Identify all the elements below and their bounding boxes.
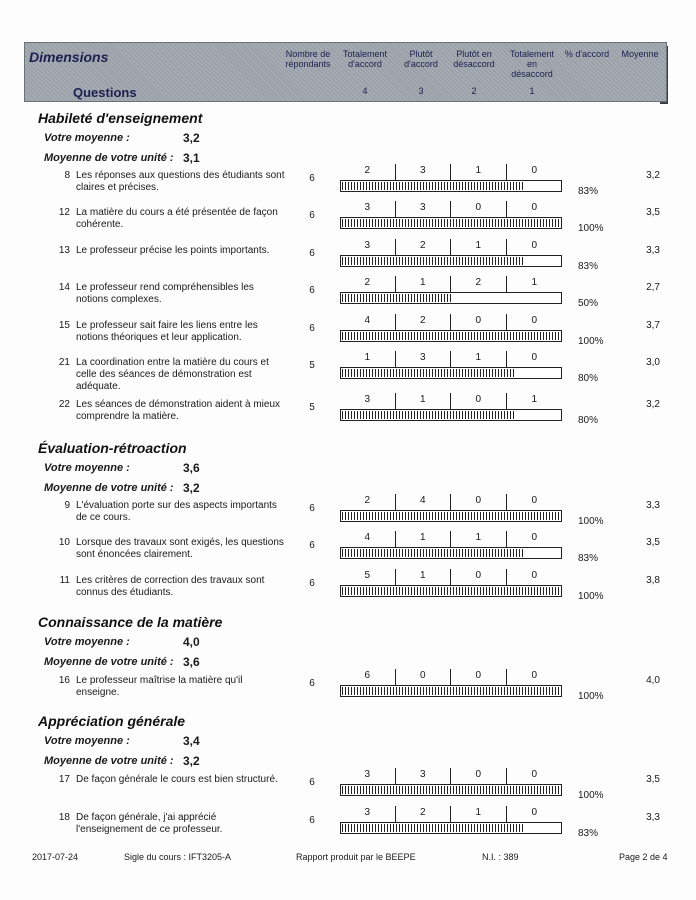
question-mean: 3,7 xyxy=(646,320,660,331)
agreement-bar xyxy=(340,822,562,834)
agreement-percent: 83% xyxy=(578,828,599,839)
response-count-cell: 2 xyxy=(396,314,452,330)
question-text: Le professeur maîtrise la matière qu'il enseigne. xyxy=(76,675,243,698)
question-number: 14 xyxy=(58,282,70,293)
response-count-cell: 1 xyxy=(531,394,538,405)
response-counts xyxy=(340,768,562,784)
agreement-bar xyxy=(340,330,562,342)
response-count-cell: 0 xyxy=(451,201,507,217)
moyenne-unite-value: 3,6 xyxy=(183,655,200,669)
agreement-percent: 100% xyxy=(578,790,604,801)
response-count-cell: 1 xyxy=(396,276,452,292)
response-count-cell: 0 xyxy=(531,495,538,506)
response-count-cell: 1 xyxy=(396,531,452,547)
question-text: L'évaluation porte sur des aspects importants de ce cours. xyxy=(76,500,277,523)
question-text: Le professeur sait faire les liens entre les notions théoriques et leur application. xyxy=(76,320,258,343)
agreement-percent: 50% xyxy=(578,298,599,309)
response-distribution xyxy=(340,669,562,701)
respondent-count: 6 xyxy=(309,173,315,184)
header-val-1: 1 xyxy=(529,86,535,96)
agreement-bar xyxy=(340,217,562,229)
moyenne-unite-label: Moyenne de votre unité : xyxy=(44,152,174,164)
response-count-cell: 0 xyxy=(396,669,452,685)
response-count-cell: 3 xyxy=(396,201,452,217)
response-distribution xyxy=(340,806,562,838)
respondent-count: 6 xyxy=(309,248,315,259)
response-count-cell: 0 xyxy=(531,315,538,326)
question-mean: 3,8 xyxy=(646,575,660,586)
footer-page: Page 2 de 4 xyxy=(619,852,668,862)
response-count-cell: 0 xyxy=(451,768,507,784)
header-val-4: 4 xyxy=(362,86,368,96)
response-count-cell: 4 xyxy=(340,314,396,330)
response-count-cell: 1 xyxy=(451,531,507,547)
response-count-cell: 0 xyxy=(531,240,538,251)
response-count-cell: 3 xyxy=(340,201,396,217)
votre-moyenne-label: Votre moyenne : xyxy=(44,462,130,474)
question-number: 16 xyxy=(58,675,70,686)
question-mean: 3,5 xyxy=(646,537,660,548)
agreement-bar-fill xyxy=(342,549,523,557)
moyenne-unite-value: 3,1 xyxy=(183,151,200,165)
section-title: Habileté d'enseignement xyxy=(38,110,203,126)
response-counts xyxy=(340,201,562,217)
question-number: 22 xyxy=(58,399,70,410)
response-count-cell: 2 xyxy=(396,806,452,822)
footer-sigle: Sigle du cours : IFT3205-A xyxy=(124,852,232,862)
question-number: 9 xyxy=(64,500,70,511)
response-distribution xyxy=(340,351,562,383)
header-col-totalement-accord: Totalement d'accord xyxy=(342,49,388,69)
respondent-count: 6 xyxy=(309,815,315,826)
question-text: Le professeur rend compréhensibles les notions complexes. xyxy=(76,282,254,305)
question-number: 21 xyxy=(58,357,70,368)
response-distribution xyxy=(340,393,562,425)
response-count-cell: 2 xyxy=(340,494,396,510)
response-count-cell: 0 xyxy=(531,807,538,818)
votre-moyenne-label: Votre moyenne : xyxy=(44,132,130,144)
response-counts xyxy=(340,351,562,367)
response-counts xyxy=(340,164,562,180)
response-count-cell: 0 xyxy=(531,570,538,581)
respondent-count: 6 xyxy=(309,323,315,334)
agreement-percent: 80% xyxy=(578,415,599,426)
response-distribution xyxy=(340,569,562,601)
response-count-cell: 1 xyxy=(396,569,452,585)
response-distribution xyxy=(340,768,562,800)
response-distribution xyxy=(340,531,562,563)
response-count-cell: 0 xyxy=(451,669,507,685)
header-col-pct-accord: % d'accord xyxy=(564,49,610,59)
question-text: Les séances de démonstration aident à mieux comprendre la matière. xyxy=(76,399,281,422)
question-text: Les réponses aux questions des étudiants sont claires et précises. xyxy=(76,170,285,193)
response-count-cell: 5 xyxy=(340,569,396,585)
response-counts xyxy=(340,569,562,585)
header-val-2: 2 xyxy=(471,86,477,96)
response-count-cell: 0 xyxy=(451,393,507,409)
agreement-bar xyxy=(340,292,562,304)
question-mean: 3,2 xyxy=(646,399,660,410)
response-counts xyxy=(340,494,562,510)
agreement-bar xyxy=(340,180,562,192)
agreement-bar xyxy=(340,585,562,597)
agreement-bar-fill xyxy=(342,587,560,595)
header-col-repondants: Nombre de répondants xyxy=(285,49,331,69)
question-text: Le professeur précise les points importants. xyxy=(76,245,270,256)
response-count-cell: 2 xyxy=(340,164,396,180)
agreement-percent: 80% xyxy=(578,373,599,384)
response-counts xyxy=(340,393,562,409)
question-mean: 4,0 xyxy=(646,675,660,686)
votre-moyenne-value: 4,0 xyxy=(183,635,200,649)
response-count-cell: 3 xyxy=(340,393,396,409)
response-count-cell: 1 xyxy=(451,351,507,367)
respondent-count: 6 xyxy=(309,777,315,788)
question-number: 10 xyxy=(58,537,70,548)
agreement-bar-fill xyxy=(342,182,523,190)
header-col-moyenne: Moyenne xyxy=(621,49,659,59)
agreement-bar-fill xyxy=(342,369,516,377)
response-count-cell: 0 xyxy=(531,769,538,780)
votre-moyenne-label: Votre moyenne : xyxy=(44,735,130,747)
agreement-percent: 100% xyxy=(578,691,604,702)
question-mean: 3,3 xyxy=(646,812,660,823)
header-col-plutot-desaccord: Plutôt en désaccord xyxy=(453,49,495,69)
agreement-bar xyxy=(340,255,562,267)
response-count-cell: 3 xyxy=(396,351,452,367)
response-count-cell: 1 xyxy=(396,393,452,409)
response-counts xyxy=(340,531,562,547)
agreement-bar xyxy=(340,409,562,421)
question-text: Les critères de correction des travaux sont connus des étudiants. xyxy=(76,575,265,598)
response-count-cell: 1 xyxy=(531,277,538,288)
response-count-cell: 6 xyxy=(340,669,396,685)
response-count-cell: 2 xyxy=(451,276,507,292)
footer-ni: N.I. : 389 xyxy=(482,852,519,862)
footer-date: 2017-07-24 xyxy=(32,852,79,862)
moyenne-unite-label: Moyenne de votre unité : xyxy=(44,755,174,767)
agreement-percent: 83% xyxy=(578,553,599,564)
question-text: De façon générale, j'ai apprécié l'enseignement de ce professeur. xyxy=(76,812,223,835)
agreement-bar-fill xyxy=(342,219,560,227)
votre-moyenne-label: Votre moyenne : xyxy=(44,636,130,648)
response-counts xyxy=(340,806,562,822)
question-number: 8 xyxy=(64,170,70,181)
header-val-3: 3 xyxy=(418,86,424,96)
question-mean: 3,2 xyxy=(646,170,660,181)
question-text: La coordination entre la matière du cours et celle des séances de démonstration est adéquate. xyxy=(76,357,269,392)
response-count-cell: 0 xyxy=(531,352,538,363)
header-col-plutot-accord: Plutôt d'accord xyxy=(404,49,438,69)
table-header xyxy=(24,42,667,102)
question-number: 15 xyxy=(58,320,70,331)
response-count-cell: 4 xyxy=(340,531,396,547)
section-title: Appréciation générale xyxy=(38,713,186,729)
agreement-bar-fill xyxy=(342,411,516,419)
response-count-cell: 0 xyxy=(451,494,507,510)
response-counts xyxy=(340,669,562,685)
response-distribution xyxy=(340,314,562,346)
section-title: Évaluation-rétroaction xyxy=(38,440,187,456)
agreement-bar xyxy=(340,367,562,379)
question-text: La matière du cours a été présentée de façon cohérente. xyxy=(76,207,278,230)
question-number: 11 xyxy=(59,575,70,586)
moyenne-unite-label: Moyenne de votre unité : xyxy=(44,656,174,668)
response-distribution xyxy=(340,276,562,308)
response-count-cell: 0 xyxy=(451,569,507,585)
response-count-cell: 3 xyxy=(396,768,452,784)
response-count-cell: 1 xyxy=(340,351,396,367)
response-distribution xyxy=(340,239,562,271)
votre-moyenne-value: 3,6 xyxy=(183,461,200,475)
question-mean: 2,7 xyxy=(646,282,660,293)
votre-moyenne-value: 3,4 xyxy=(183,734,200,748)
response-count-cell: 1 xyxy=(451,164,507,180)
agreement-bar-fill xyxy=(342,257,523,265)
moyenne-unite-value: 3,2 xyxy=(183,481,200,495)
moyenne-unite-value: 3,2 xyxy=(183,754,200,768)
agreement-percent: 100% xyxy=(578,336,604,347)
agreement-percent: 100% xyxy=(578,591,604,602)
response-counts xyxy=(340,314,562,330)
question-mean: 3,3 xyxy=(646,245,660,256)
agreement-bar xyxy=(340,685,562,697)
response-counts xyxy=(340,239,562,255)
footer-rapport: Rapport produit par le BEEPE xyxy=(296,852,416,862)
response-count-cell: 3 xyxy=(396,164,452,180)
response-count-cell: 3 xyxy=(340,806,396,822)
response-count-cell: 2 xyxy=(340,276,396,292)
response-count-cell: 1 xyxy=(451,806,507,822)
agreement-bar xyxy=(340,547,562,559)
response-count-cell: 1 xyxy=(451,239,507,255)
respondent-count: 6 xyxy=(309,285,315,296)
response-counts xyxy=(340,276,562,292)
moyenne-unite-label: Moyenne de votre unité : xyxy=(44,482,174,494)
agreement-bar-fill xyxy=(342,512,560,520)
respondent-count: 6 xyxy=(309,210,315,221)
question-mean: 3,5 xyxy=(646,207,660,218)
agreement-percent: 83% xyxy=(578,261,599,272)
respondent-count: 5 xyxy=(309,360,315,371)
agreement-bar-fill xyxy=(342,332,560,340)
response-distribution xyxy=(340,201,562,233)
response-distribution xyxy=(340,164,562,196)
agreement-bar xyxy=(340,784,562,796)
question-mean: 3,0 xyxy=(646,357,660,368)
agreement-percent: 83% xyxy=(578,186,599,197)
respondent-count: 6 xyxy=(309,503,315,514)
response-count-cell: 3 xyxy=(340,239,396,255)
header-col-totalement-desaccord: Totalement en désaccord xyxy=(509,49,555,79)
question-text: De façon générale le cours est bien structuré. xyxy=(76,774,278,785)
respondent-count: 6 xyxy=(309,678,315,689)
agreement-bar xyxy=(340,510,562,522)
response-count-cell: 0 xyxy=(531,202,538,213)
respondent-count: 6 xyxy=(309,540,315,551)
response-count-cell: 0 xyxy=(531,165,538,176)
response-count-cell: 4 xyxy=(396,494,452,510)
question-number: 13 xyxy=(58,245,70,256)
agreement-bar-fill xyxy=(342,294,451,302)
response-count-cell: 0 xyxy=(531,670,538,681)
question-mean: 3,5 xyxy=(646,774,660,785)
question-number: 18 xyxy=(58,812,70,823)
question-mean: 3,3 xyxy=(646,500,660,511)
response-count-cell: 2 xyxy=(396,239,452,255)
agreement-bar-fill xyxy=(342,687,560,695)
agreement-bar-fill xyxy=(342,824,523,832)
header-questions: Questions xyxy=(73,85,137,100)
question-text: Lorsque des travaux sont exigés, les questions sont énoncées clairement. xyxy=(76,537,284,560)
votre-moyenne-value: 3,2 xyxy=(183,131,200,145)
question-number: 12 xyxy=(58,207,70,218)
response-count-cell: 0 xyxy=(531,532,538,543)
agreement-percent: 100% xyxy=(578,223,604,234)
respondent-count: 5 xyxy=(309,402,315,413)
question-number: 17 xyxy=(58,774,70,785)
response-count-cell: 3 xyxy=(340,768,396,784)
agreement-bar-fill xyxy=(342,786,560,794)
response-distribution xyxy=(340,494,562,526)
response-count-cell: 0 xyxy=(451,314,507,330)
agreement-percent: 100% xyxy=(578,516,604,527)
section-title: Connaissance de la matière xyxy=(38,614,223,630)
respondent-count: 6 xyxy=(309,578,315,589)
header-dimensions: Dimensions xyxy=(29,49,109,65)
